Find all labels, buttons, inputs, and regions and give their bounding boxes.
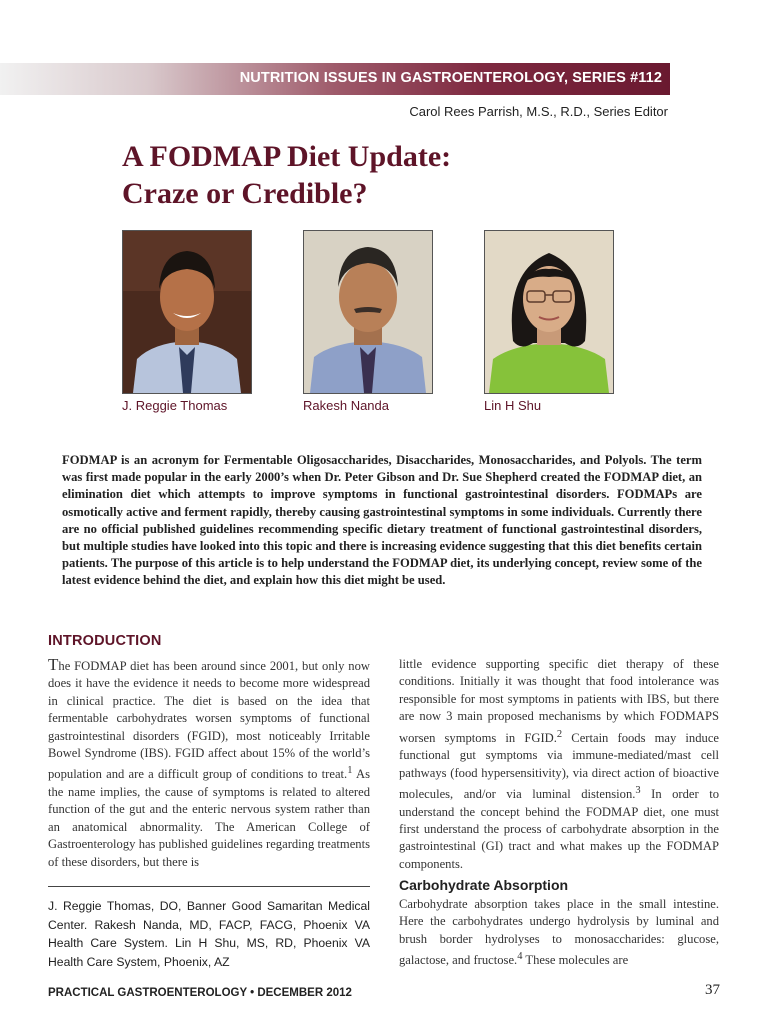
body-column-right [399,656,719,873]
author-photo-thomas [122,230,252,394]
author-portrait-1 [123,231,251,393]
drop-cap: T [48,655,59,674]
series-title: NUTRITION ISSUES IN GASTROENTEROLOGY, SERIES #112 [239,70,662,86]
article-title [122,138,451,212]
carb-text-a: Carbohydrate absorption takes place in the small intestine. Here the carbohydrates undergo hydrolysis by luminal and brush border hydrolyses to monosaccharides: glucose, galactose, and fructose. [399,897,719,968]
carb-text-b: These molecules are [522,953,629,968]
subheading-carbohydrate-absorption: Carbohydrate Absorption [399,877,569,893]
author-portrait-2 [304,231,432,393]
journal-footer: PRACTICAL GASTROENTEROLOGY • DECEMBER 2012 [48,987,352,999]
affiliation-divider [48,886,370,887]
citation-4: 4 [517,951,523,963]
intro-text-e: In order to understand the concept behind the FODMAP diet, one must first understand the process of carbohydrate absorption in the gastrointestinal (GI) tract and what makes up the FODMAP components. [399,787,719,871]
citation-2: 2 [556,728,563,740]
section-heading-introduction: INTRODUCTION [48,633,162,649]
author-caption-3: Lin H Shu [484,398,542,413]
series-editor: Carol Rees Parrish, M.S., R.D., Series Editor [409,104,668,119]
abstract: FODMAP is an acronym for Fermentable Oligosaccharides, Disaccharides, Monosaccharides, and Polyols. The term was first made popular in the early 2000’s when Dr. Peter Gibson and Dr. Sue Shepherd created the FODMAP diet, an elimination diet which attempts to improve symptoms in functional gastrointestinal disorders. FODMAPs are osmotically active and ferment rapidly, thereby causing gastrointestinal symptoms in some individuals. Currently there are no official published guidelines recommending specific dietary treatment of functional gastrointestinal disorders, but multiple studies have looked into this topic and there is increasing evidence suggesting that this diet benefits certain patients. The purpose of this article is to help understand the FODMAP diet, its underlying concept, review some of the latest evidence behind the diet, and explain how this diet might be used. [62,453,702,588]
intro-text-a: he FODMAP diet has been around since 2001, but only now does it have the evidence it needs to become more widespread in clinical practice. The diet is based on the idea that fermentable carbohydrates worsen symptoms of functional gastrointestinal disorders (FGID), most noticeably Irritable Bowel Syndrome (IBS). FGID affect about 15% of the world’s population and are a difficult group of conditions to treat. [48,659,370,782]
citation-3: 3 [635,785,641,797]
author-portrait-3 [485,231,613,393]
intro-text-c: little evidence supporting specific diet therapy of these conditions. Initially it was thought that food intolerance was responsible for most symptoms in patients with IBS, but there are now 3 main proposed mechanisms by which FODMAPS worsen symptoms in FGID. [399,657,719,745]
intro-text-d: Certain foods may induce functional gut symptoms via immune-mediated/mast cell pathways (food hypersensitivity), via direct action of bioactive molecules, and/or via luminal distension. [399,730,720,802]
body-column-left [48,656,370,871]
carbohydrate-text [399,896,719,970]
author-caption-2: Rakesh Nanda [303,398,389,413]
intro-text-b: As the name implies, the cause of symptoms is related to altered function of the gut and the enteric nervous system rather than an anatomical abnormality. The American College of Gastroenterology has published guidelines regarding treatments of these disorders, but there is [48,767,370,869]
author-photo-shu [484,230,614,394]
series-banner [0,63,670,95]
title-line-2: Craze or Credible? [122,177,368,210]
title-line-1: A FODMAP Diet Update: [122,140,452,173]
author-photo-nanda [303,230,433,394]
author-caption-1: J. Reggie Thomas [122,398,228,413]
citation-1: 1 [347,765,353,777]
author-affiliations: J. Reggie Thomas, DO, Banner Good Samaritan Medical Center. Rakesh Nanda, MD, FACP, FACG, Phoenix VA Health Care System. Lin H Shu, MS, RD, Phoenix VA Health Care System, Phoenix, AZ [48,899,370,969]
page-number: 37 [705,982,720,998]
